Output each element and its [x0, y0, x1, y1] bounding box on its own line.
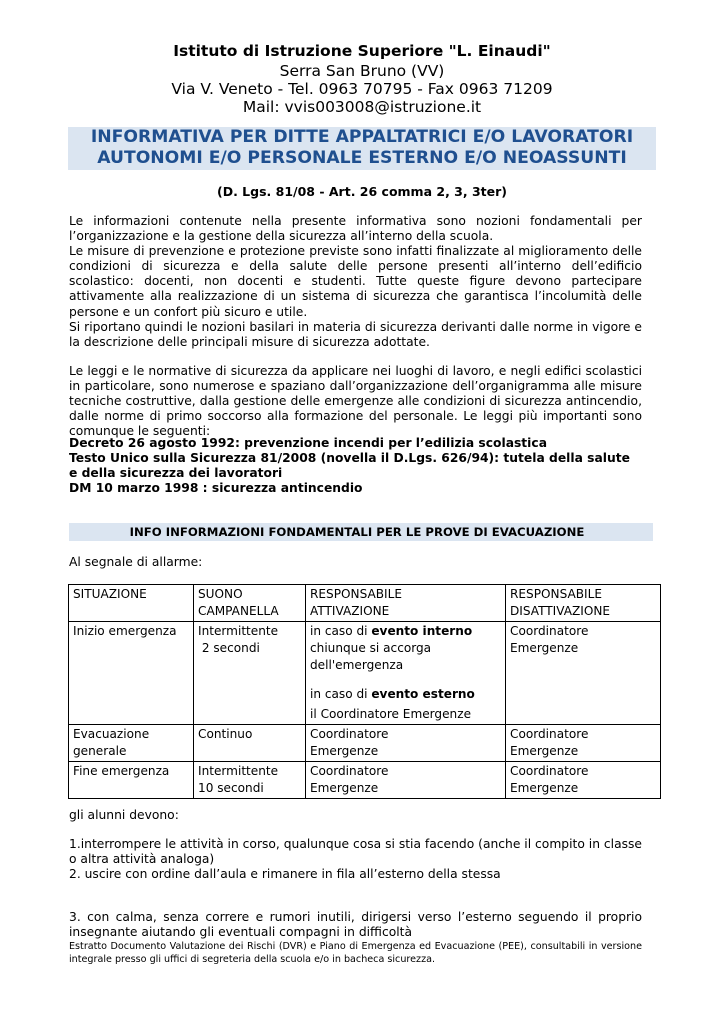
law-3: DM 10 marzo 1998 : sicurezza antincendio: [69, 481, 363, 496]
table-header-row: [69, 585, 661, 622]
law-2a: Testo Unico sulla Sicurezza 81/2008 (novella il D.Lgs. 626/94): tutela della salute: [69, 451, 630, 466]
cell-disattivazione: [506, 762, 661, 799]
intro-paragraph-3: Si riportano quindi le nozioni basilari in materia di sicurezza derivanti dalle norme in vigore e la descrizione delle principali misure di sicurezza adottate.: [69, 319, 642, 349]
header-disattivazione: [506, 585, 661, 622]
law-2b: e della sicurezza dei lavoratori: [69, 466, 283, 481]
institute-mail: Mail: vvis003008@istruzione.it: [242, 98, 482, 116]
internal-event-line3: dell'emergenza: [310, 658, 404, 672]
cell-situazione: [69, 725, 194, 762]
intro-paragraph-1: Le informazioni contenute nella presente informativa sono nozioni fondamentali per l’organizzazione e la gestione della sicurezza all’interno della scuola.: [69, 214, 642, 244]
header-disattivazione-line2: DISATTIVAZIONE: [510, 604, 611, 618]
decree-reference: (D. Lgs. 81/08 - Art. 26 comma 2, 3, 3ter): [216, 184, 507, 199]
table-row: [69, 725, 661, 762]
cell-situazione: [69, 762, 194, 799]
rules-list-1: [69, 837, 642, 882]
students-label: gli alunni devono:: [69, 808, 179, 822]
cell-situazione-text: Fine emergenza: [73, 764, 170, 778]
laws-paragraph: Le leggi e le normative di sicurezza da applicare nei luoghi di lavoro, e negli edifici scolastici in particolare, sono numerose e spaziano dall’organizzazione dell’organigramma alle misure tecniche costruttive, dalla gestione delle emergenze alle condizioni di sicurezza antincendio, dalle norme di primo soccorso alla formazione del personale. Le leggi più importanti sono comunque le seguenti:: [69, 364, 642, 439]
title-line-2: AUTONOMI E/O PERSONALE ESTERNO E/O NEOASSUNTI: [97, 148, 627, 168]
header-suono-line1: SUONO: [198, 587, 243, 601]
institute-city: Serra San Bruno (VV): [279, 62, 445, 80]
cell-suono-text: Continuo: [198, 727, 253, 741]
table-row: [69, 622, 661, 725]
cell-disattivazione-line2: Emergenze: [510, 744, 579, 758]
cell-suono: [194, 725, 306, 762]
section-title: INFO INFORMAZIONI FONDAMENTALI PER LE PROVE DI EVACUAZIONE: [129, 525, 585, 539]
cell-attivazione: [306, 622, 506, 725]
header-attivazione-line2: ATTIVAZIONE: [310, 604, 390, 618]
cell-spacer: [310, 674, 501, 686]
cell-attivazione: [306, 762, 506, 799]
header-attivazione: [306, 585, 506, 622]
header-situazione-text: SITUAZIONE: [73, 587, 147, 601]
intro-text: [69, 214, 642, 350]
external-event-line: [310, 686, 501, 703]
cell-attivazione-line1: Coordinatore: [310, 764, 389, 778]
cell-attivazione-line1: Coordinatore: [310, 727, 389, 741]
title-banner: [68, 127, 656, 170]
institute-name: Istituto di Istruzione Superiore "L. Einaudi": [173, 42, 551, 60]
title-line-1: INFORMATIVA PER DITTE APPALTATRICI E/O LAVORATORI: [90, 127, 634, 147]
internal-event-line2: chiunque si accorga: [310, 641, 432, 655]
law-1: Decreto 26 agosto 1992: prevenzione incendi per l’edilizia scolastica: [69, 436, 547, 450]
cell-attivazione: [306, 725, 506, 762]
internal-event-line: [310, 623, 501, 640]
cell-disattivazione: [506, 622, 661, 725]
rules-list-2: [69, 910, 642, 940]
rule-1: 1.interrompere le attività in corso, qualunque cosa si stia facendo (anche il compito in classe o altra attività analoga): [69, 837, 642, 867]
cell-suono-line2: 2 secondi: [198, 641, 260, 655]
cell-suono-line1: Intermittente: [198, 764, 279, 778]
cell-attivazione-line2: Emergenze: [310, 781, 379, 795]
footer-note: Estratto Documento Valutazione dei Rischi (DVR) e Piano di Emergenza ed Evacuazione (PEE), consultabili in versione integrale presso gli uffici di segreteria della scuola e/o in bacheca sicurezza.: [69, 941, 642, 965]
cell-disattivazione-line1: Coordinatore: [510, 764, 589, 778]
table-row: [69, 762, 661, 799]
cell-suono: [194, 762, 306, 799]
external-event-line2: il Coordinatore Emergenze: [310, 707, 472, 721]
cell-suono: [194, 622, 306, 725]
header-disattivazione-line1: RESPONSABILE: [510, 587, 602, 601]
cell-disattivazione-line2: Emergenze: [510, 781, 579, 795]
header-suono: [194, 585, 306, 622]
header-situazione: [69, 585, 194, 622]
internal-event-bold: evento interno: [371, 624, 473, 638]
cell-suono-line1: Intermittente: [198, 624, 279, 638]
cell-situazione: [69, 622, 194, 725]
header-suono-line2: CAMPANELLA: [198, 604, 279, 618]
external-event-prefix: in caso di: [310, 687, 372, 701]
section-banner: [69, 523, 653, 541]
cell-attivazione-line2: Emergenze: [310, 744, 379, 758]
cell-situazione-line2: generale: [73, 744, 127, 758]
institute-address: Via V. Veneto - Tel. 0963 70795 - Fax 0963 71209: [171, 80, 553, 98]
laws-list: [69, 436, 649, 496]
cell-disattivazione-line1: Coordinatore: [510, 624, 589, 638]
cell-disattivazione-line2: Emergenze: [510, 641, 579, 655]
header-attivazione-line1: RESPONSABILE: [310, 587, 402, 601]
cell-disattivazione: [506, 725, 661, 762]
intro-paragraph-2: Le misure di prevenzione e protezione previste sono infatti finalizzate al miglioramento delle condizioni di sicurezza e della salute delle persone presenti all’interno dell’edificio scolastico: docenti, non docenti e studenti. Tutte queste figure devono partecipare attivamente alla realizzazione di un sistema di sicurezza che garantisca l’incolumità delle persone e un confort più sicuro e utile.: [69, 244, 642, 319]
internal-event-prefix: in caso di: [310, 624, 372, 638]
alarm-label: Al segnale di allarme:: [69, 555, 203, 569]
evacuation-table: [68, 584, 661, 799]
laws-intro: [69, 364, 642, 439]
cell-situazione-text: Inizio emergenza: [73, 624, 177, 638]
cell-suono-line2: 10 secondi: [198, 781, 264, 795]
cell-situazione-line1: Evacuazione: [73, 727, 150, 741]
external-event-bold: evento esterno: [371, 687, 475, 701]
cell-disattivazione-line1: Coordinatore: [510, 727, 589, 741]
rule-2: 2. uscire con ordine dall’aula e rimanere in fila all’esterno della stessa: [69, 867, 501, 882]
rule-3: 3. con calma, senza correre e rumori inutili, dirigersi verso l’esterno seguendo il proprio insegnante aiutando gli eventuali compagni in difficoltà: [69, 910, 642, 940]
